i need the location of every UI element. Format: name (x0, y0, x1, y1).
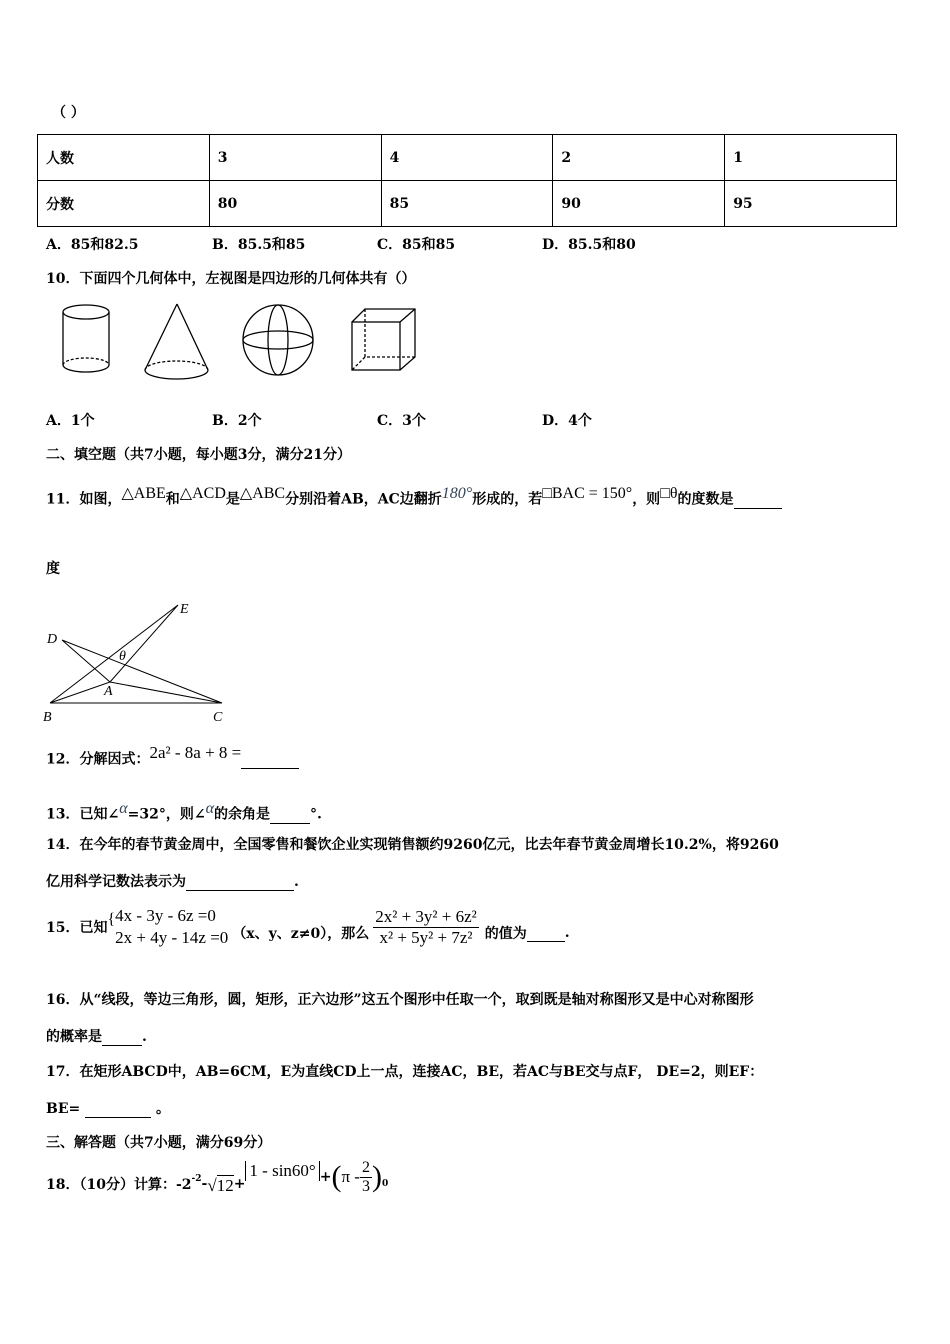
text: 的概率是 (46, 1029, 102, 1045)
math: △ACD (179, 485, 226, 502)
q10-option-a: A．1个 (46, 413, 95, 429)
q14-line2 (46, 871, 299, 891)
text: 18．（10分）计算：-2 (46, 1177, 192, 1193)
numerator: 2 (361, 1158, 370, 1176)
q13 (46, 800, 322, 824)
q18 (46, 1158, 388, 1196)
text: . (564, 925, 570, 941)
text: 分别沿着AB，AC边翻折 (285, 491, 442, 508)
cube-icon (352, 309, 415, 370)
table-row (38, 135, 897, 181)
table-cell: 2 (553, 135, 725, 181)
math: △ABE (121, 485, 166, 502)
equation-system (115, 905, 228, 949)
table-cell: 1 (725, 135, 897, 181)
q10-option-c: C．3个 (377, 413, 426, 429)
table-cell: 95 (725, 181, 897, 227)
fraction (373, 907, 479, 948)
table-row (38, 181, 897, 227)
math: □θ (660, 485, 678, 502)
answer-blank (186, 874, 294, 891)
q9-option-b: B．85.5和85 (212, 237, 306, 253)
paren-right: ) (371, 1160, 382, 1193)
triangle-figure (40, 595, 240, 725)
q10-option-d: D．4个 (542, 413, 592, 429)
text: ，则 (632, 491, 661, 508)
exponent: 0 (381, 1179, 389, 1189)
table-cell: 分数 (38, 181, 210, 227)
text: 的余角是 (213, 806, 270, 823)
text: （x、y、z≠0），那么 (232, 926, 370, 942)
q9-paren: （ ） (52, 105, 85, 121)
q11-continuation: 度 (46, 561, 60, 577)
answer-blank (85, 1101, 151, 1118)
text: 是 (225, 491, 240, 508)
equation: 4x - 3y - 6z =0 (115, 906, 216, 925)
sphere-icon (243, 305, 313, 375)
math: α (205, 800, 214, 817)
table-cell: 90 (553, 181, 725, 227)
math: □BAC = 150° (542, 485, 633, 502)
q16-line2 (46, 1026, 147, 1046)
math: 180° (441, 485, 473, 502)
radicand: 12 (216, 1176, 234, 1195)
table-cell: 85 (381, 181, 553, 227)
q9-option-c: C．85和85 (377, 237, 456, 253)
answer-blank (241, 752, 299, 769)
text: + (233, 1176, 246, 1192)
exponent: -2 (191, 1174, 202, 1184)
q17-line2 (46, 1098, 170, 1118)
answer-blank (527, 925, 565, 942)
label-e: E (180, 602, 189, 617)
text: 和 (165, 491, 180, 508)
label-b: B (43, 710, 52, 725)
q9-option-d: D．85.5和80 (542, 237, 636, 253)
table-cell: 人数 (38, 135, 210, 181)
text: 13．已知∠ (46, 806, 120, 823)
cone-icon (145, 304, 208, 379)
section-3-heading: 三、解答题（共7小题，满分69分） (46, 1135, 272, 1151)
q11-stem (46, 483, 782, 509)
q17-line1: 17．在矩形ABCD中，AB=6CM，E为直线CD上一点，连接AC，BE，若AC与BE交与点F， DE=2，则EF： (46, 1064, 764, 1080)
text: - (201, 1176, 208, 1192)
text: . (142, 1029, 147, 1045)
q10-option-b: B．2个 (212, 413, 262, 429)
math: 2a² - 8a + 8 = (149, 743, 242, 762)
q15 (46, 905, 570, 949)
numerator: 2x² + 3y² + 6z² (375, 906, 477, 926)
section-2-heading: 二、填空题（共7小题，每小题3分，满分21分） (46, 447, 351, 463)
denominator: x² + 5y² + 7z² (379, 927, 473, 947)
text: BE= (46, 1101, 81, 1117)
text: 12．分解因式： (46, 751, 150, 768)
text: 11．如图， (46, 491, 122, 508)
text: 形成的，若 (472, 491, 543, 508)
abs-expression: 1 - sin60° (245, 1161, 319, 1181)
fraction (360, 1159, 372, 1196)
q12 (46, 743, 299, 769)
q9-option-a: A．85和82.5 (46, 237, 139, 253)
q10-stem: 10．下面四个几何体中，左视图是四边形的几何体共有（） (46, 271, 416, 287)
text: =32°，则∠ (127, 806, 206, 823)
text: 的度数是 (677, 491, 734, 508)
label-d: D (47, 632, 58, 647)
label-theta: θ (119, 649, 126, 664)
table-cell: 3 (209, 135, 381, 181)
solid-figures (55, 300, 425, 385)
denominator: 3 (361, 1177, 370, 1195)
math: α (119, 800, 128, 817)
q16-line1: 16．从“线段，等边三角形，圆，矩形，正六边形”这五个图形中任取一个，取到既是轴对称图形又是中心对称图形 (46, 992, 754, 1008)
text: 15．已知 (46, 920, 108, 936)
text: + (319, 1169, 332, 1185)
text: . (294, 874, 299, 890)
brace: { (107, 911, 116, 928)
label-a: A (104, 684, 113, 699)
text: π - (341, 1167, 360, 1186)
q14-line1: 14．在今年的春节黄金周中，全国零售和餐饮企业实现销售额约9260亿元，比去年春节黄金周增长10.2%，将9260 (46, 837, 779, 853)
answer-blank (102, 1029, 142, 1046)
math: △ABC (239, 485, 286, 502)
text: 的值为 (484, 926, 527, 942)
text: 。 (155, 1101, 170, 1117)
answer-blank (734, 492, 782, 509)
sqrt: √12 (207, 1176, 234, 1195)
table-cell: 4 (381, 135, 553, 181)
label-c: C (213, 710, 223, 725)
paren-left: ( (331, 1160, 342, 1193)
table-cell: 80 (209, 181, 381, 227)
equation: 2x + 4y - 14z =0 (115, 928, 229, 947)
score-table (37, 134, 897, 227)
answer-blank (270, 807, 310, 824)
text: 亿用科学记数法表示为 (46, 874, 186, 890)
cylinder-icon (63, 305, 109, 372)
text: °. (309, 806, 322, 823)
